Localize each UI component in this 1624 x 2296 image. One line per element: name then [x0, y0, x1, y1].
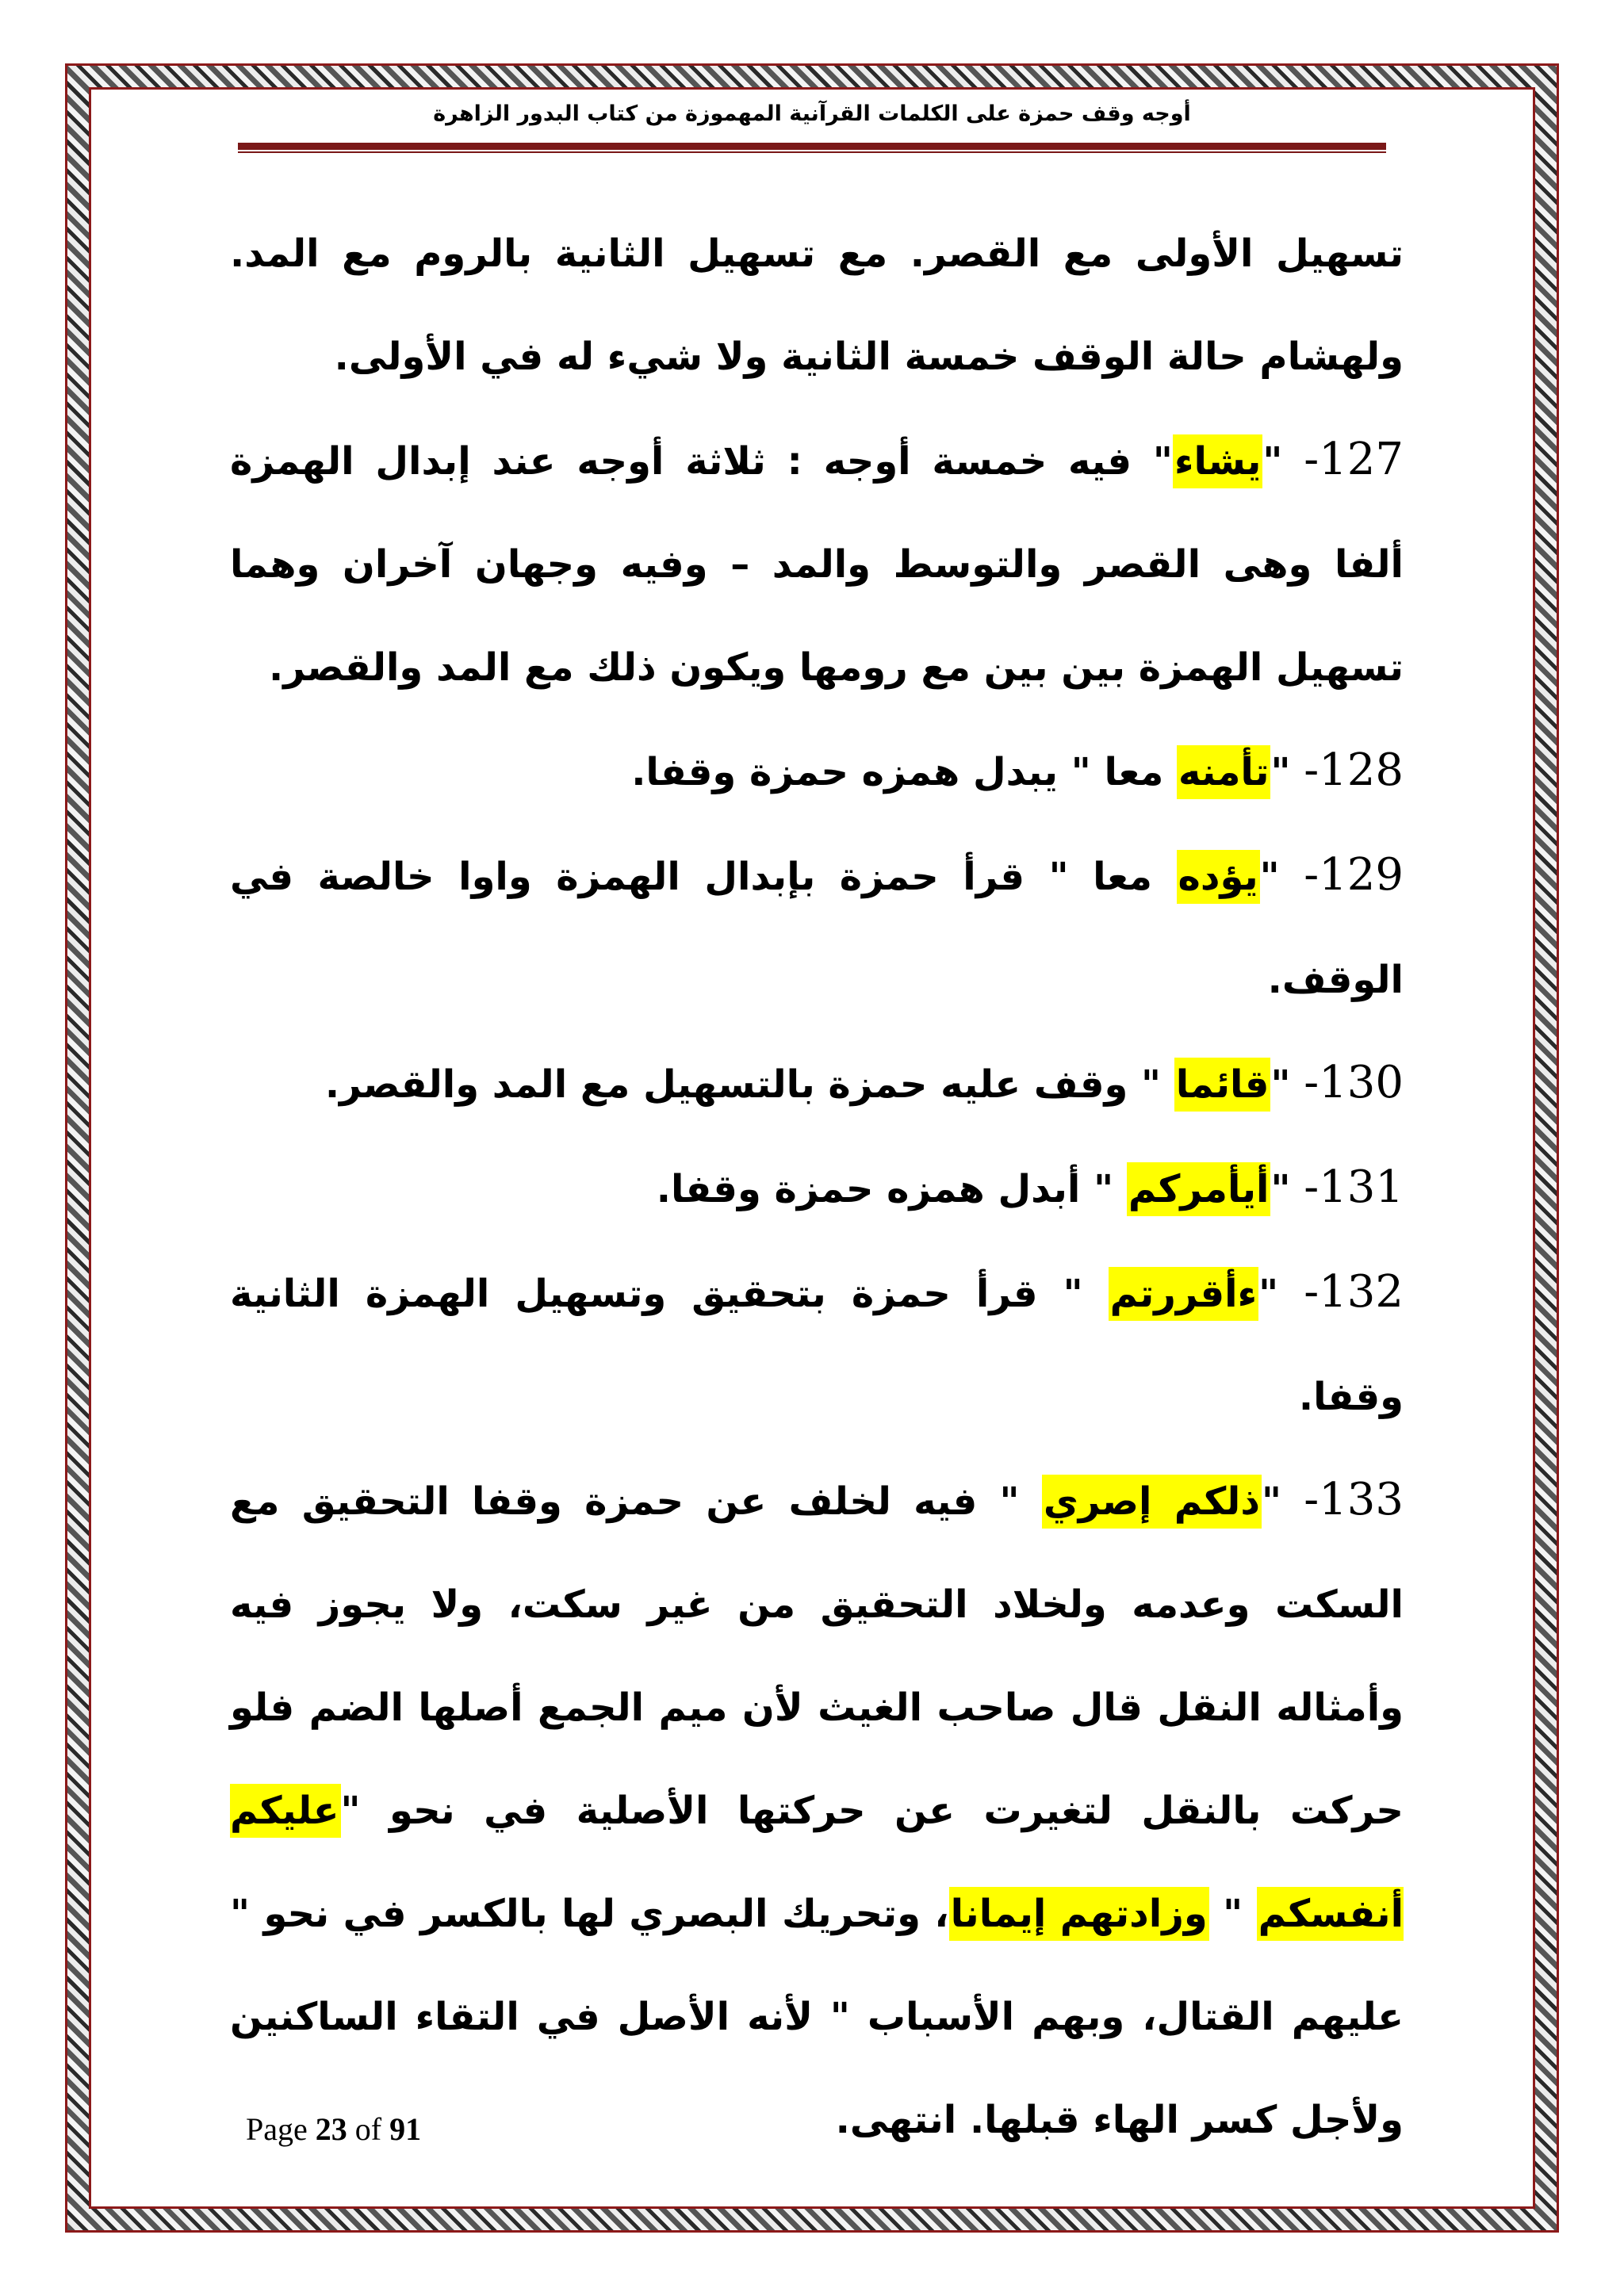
quote-open: "	[1258, 1272, 1304, 1316]
quote-separator: "	[1208, 1892, 1257, 1936]
item-text: فيه لخلف عن حمزة وقفا التحقيق مع السكت وعدمه ولخلاد التحقيق من غير سكت، ولا يجوز فيه وأمثاله النقل قال صاحب الغيث لأن ميم الجمع أصلها الضم فلو حركت بالنقل لتغيرت عن حركتها الأصلية في نحو "	[230, 1479, 1404, 1833]
item-text: ، وتحريك البصري لها بالكسر في نحو " عليهم القتال، وبهم الأسباب " لأنه الأصل في التقاء الساكنين ولأجل كسر الهاء قبلها. انتهى.	[230, 1892, 1404, 2142]
quote-close: معا "	[1058, 750, 1177, 794]
item-number: 129-	[1304, 849, 1404, 901]
item-text: أبدل همزه حمزة وقفا.	[656, 1167, 1081, 1211]
highlighted-word: ذلكم إصري	[1042, 1475, 1262, 1529]
highlighted-word: أيأمركم	[1127, 1162, 1271, 1216]
footer-page-number: 23	[315, 2111, 347, 2147]
list-item-131	[230, 1136, 1404, 1241]
page-footer	[246, 2110, 421, 2148]
list-item-129	[230, 824, 1404, 1031]
quote-close: معا "	[1025, 855, 1177, 899]
item-text: يبدل همزه حمزة وقفا.	[631, 750, 1059, 794]
quote-close: "	[1080, 1167, 1127, 1211]
highlighted-phrase: وزادتهم إيمانا	[949, 1887, 1209, 1941]
item-number: 132-	[1304, 1266, 1404, 1318]
document-body	[230, 202, 1404, 2172]
quote-open: "	[1270, 1167, 1304, 1211]
item-number: 133-	[1304, 1474, 1404, 1525]
item-number: 127-	[1304, 434, 1404, 485]
item-text: وقف عليه حمزة بالتسهيل مع المد والقصر.	[324, 1062, 1128, 1107]
list-item-132	[230, 1241, 1404, 1448]
quote-open: "	[1259, 855, 1304, 899]
quote-open: "	[1270, 750, 1304, 794]
item-number: 130-	[1304, 1057, 1404, 1108]
list-item-128	[230, 719, 1404, 824]
highlighted-word: يؤده	[1177, 850, 1260, 904]
footer-page-word: Page	[246, 2111, 308, 2147]
item-text: قرأ حمزة بتحقيق وتسهيل الهمزة الثانية وقفا.	[230, 1272, 1404, 1419]
footer-of-word: of	[354, 2111, 382, 2147]
text-line: تسهيل الأولى مع القصر. مع تسهيل الثانية بالروم مع المد. ولهشام	[230, 232, 1404, 379]
paragraph-continuation	[230, 202, 1404, 408]
list-item-133	[230, 1448, 1404, 2172]
item-text: فيه خمسة أوجه : ثلاثة أوجه عند إبدال الهمزة ألفا وهى القصر والتوسط والمد – وفيه وجهان آخران وهما تسهيل الهمزة بين بين مع رومها ويكون ذلك مع المد والقصر.	[230, 439, 1404, 690]
item-number: 131-	[1304, 1161, 1404, 1213]
quote-close: "	[1132, 439, 1173, 484]
list-item-127	[230, 408, 1404, 719]
header-rule-thin	[238, 151, 1386, 153]
highlighted-word: تأمنه	[1177, 745, 1270, 799]
quote-close: "	[1128, 1062, 1174, 1107]
highlighted-word: يشاء	[1173, 434, 1262, 488]
item-text: قرأ حمزة بإبدال الهمزة واوا خالصة في الوقف.	[230, 855, 1404, 1002]
quote-open: "	[1270, 1062, 1304, 1107]
footer-page-total: 91	[389, 2111, 422, 2147]
text-line: حالة الوقف خمسة الثانية ولا شيء له في الأولى.	[334, 335, 1247, 379]
quote-close: "	[1037, 1272, 1109, 1316]
highlighted-word: ءأقررتم	[1109, 1267, 1259, 1321]
quote-open: "	[1262, 439, 1304, 484]
highlighted-phrase: عليكم أنفسكم	[230, 1784, 1404, 1941]
quote-open: "	[1261, 1479, 1304, 1524]
item-number: 128-	[1304, 744, 1404, 796]
page-header-title: أوجه وقف حمزة على الكلمات القرآنية المهموزة من كتاب البدور الزاهرة	[433, 101, 1191, 126]
header-rule-thick	[238, 143, 1386, 150]
list-item-130	[230, 1031, 1404, 1136]
quote-close: "	[977, 1479, 1042, 1524]
highlighted-word: قائما	[1174, 1058, 1271, 1112]
